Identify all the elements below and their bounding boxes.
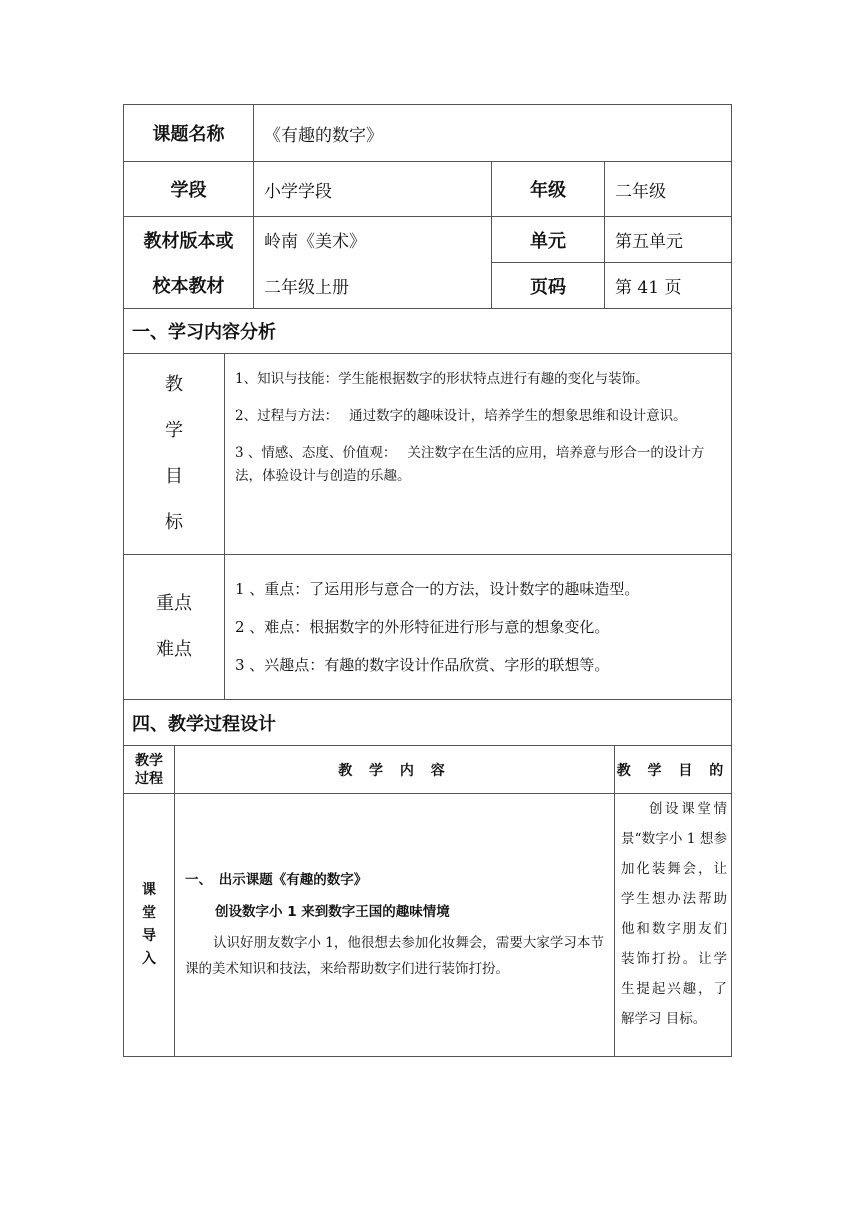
section4-heading: 四、教学过程设计 [124, 700, 732, 746]
page-label: 页码 [492, 263, 605, 309]
stage-label: 课 堂 导 入 [124, 794, 175, 1057]
page-value: 第 41 页 [605, 263, 732, 309]
grade-value: 二年级 [605, 162, 732, 217]
lesson-plan-page [123, 104, 731, 1057]
lesson-content [175, 794, 615, 1057]
textbook-value-1: 岭南《美术》 [254, 217, 492, 263]
keypoints-content [225, 555, 732, 700]
keypoint-item: 3 、兴趣点：有趣的数字设计作品欣赏、字形的联想等。 [235, 656, 610, 674]
keypoint-item: 1 、重点：了运用形与意合一的方法，设计数字的趣味造型。 [235, 580, 640, 598]
content-body: 认识好朋友数字小 1，他很想去参加化妆舞会，需要大家学习本节课的美术知识和技法，来给帮助数字们进行装饰打扮。 [185, 935, 604, 977]
col-process-header: 教学 过程 [124, 746, 175, 794]
keypoints-label: 重点 难点 [124, 555, 225, 700]
objectives-label: 教 学 目 标 [124, 354, 225, 555]
unit-label: 单元 [492, 217, 605, 263]
grade-label: 年级 [492, 162, 605, 217]
info-table [123, 104, 732, 746]
process-table [123, 745, 732, 1057]
objective-item: 1、知识与技能：学生能根据数字的形状特点进行有趣的变化与装饰。 [235, 371, 649, 387]
col-content-header: 教 学 内 容 [175, 746, 615, 794]
objectives-content [225, 354, 732, 555]
content-subheading: 创设数字小 1 来到数字王国的趣味情境 [215, 904, 450, 920]
textbook-value-2: 二年级上册 [254, 263, 492, 309]
table-row [124, 794, 732, 1057]
content-heading: 一、 出示课题《有趣的数字》 [185, 872, 368, 888]
section1-heading: 一、学习内容分析 [124, 309, 732, 354]
objective-item: 2、过程与方法： 通过数字的趣味设计，培养学生的想象思维和设计意识。 [235, 408, 687, 424]
objective-item: 3 、情感、态度、价值观： 关注数字在生活的应用，培养意与形合一的设计方法，体验设计与创造的乐趣。 [235, 445, 705, 484]
stage-value: 小学学段 [254, 162, 492, 217]
title-value: 《有趣的数字》 [254, 105, 732, 162]
title-label: 课题名称 [124, 105, 254, 162]
col-purpose-header: 教 学 目 的 [615, 746, 732, 794]
lesson-purpose: 创设课堂情景“数字小 1 想参加化装舞会，让学生想办法帮助他和数字朋友们装饰打扮。让学生提起兴趣，了解学习 目标。 [615, 794, 732, 1057]
keypoint-item: 2 、难点：根据数字的外形特征进行形与意的想象变化。 [235, 618, 610, 636]
unit-value: 第五单元 [605, 217, 732, 263]
stage-label: 学段 [124, 162, 254, 217]
textbook-label-2: 校本教材 [124, 263, 254, 309]
textbook-label-1: 教材版本或 [124, 217, 254, 263]
